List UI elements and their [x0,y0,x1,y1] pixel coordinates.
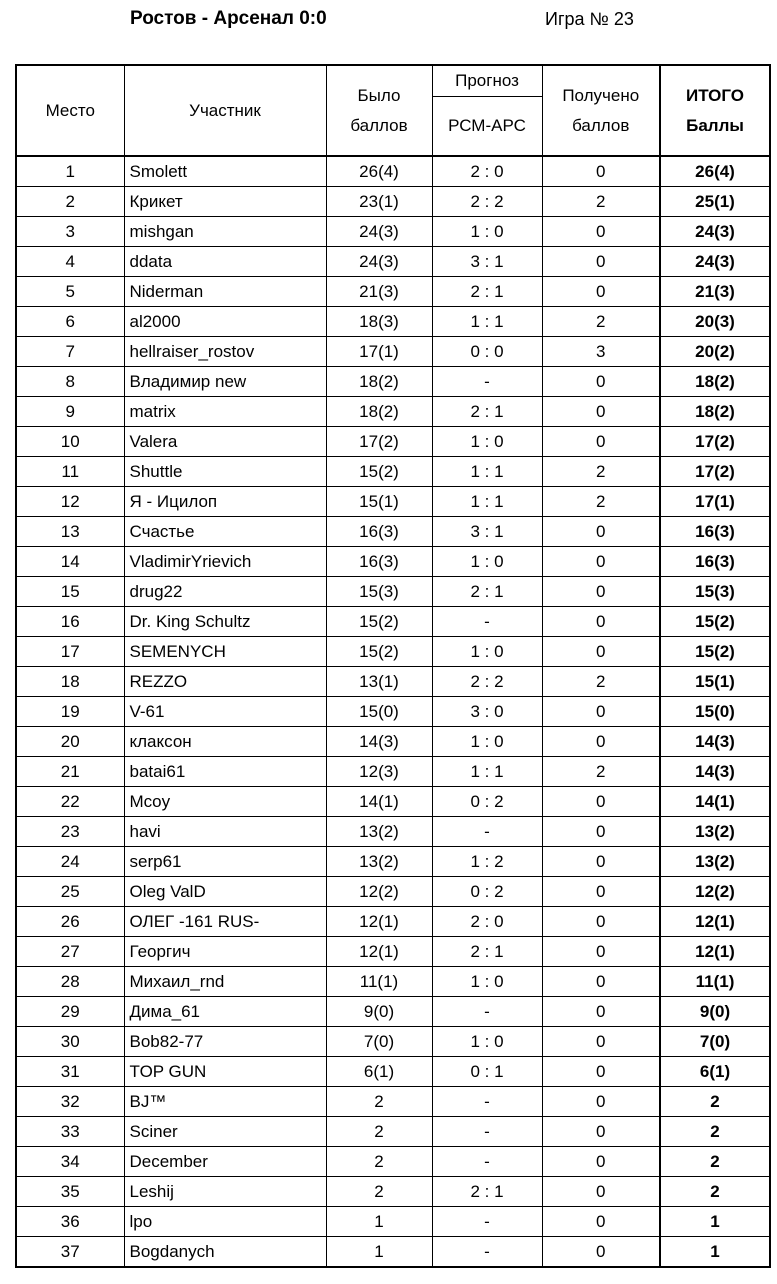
received-line1: Получено [562,85,640,105]
row-forecast: 0 : 2 [432,877,542,907]
row-place: 24 [16,847,124,877]
row-place: 30 [16,1027,124,1057]
row-had-points: 13(2) [326,847,432,877]
row-forecast: 2 : 0 [432,156,542,187]
row-participant: VladimirYrievich [124,547,326,577]
row-total: 17(1) [660,487,770,517]
row-participant: matrix [124,397,326,427]
row-place: 14 [16,547,124,577]
row-had-points: 1 [326,1207,432,1237]
row-participant: Я - Ицилоп [124,487,326,517]
row-place: 4 [16,247,124,277]
row-received-points: 2 [542,307,660,337]
table-row [16,547,770,577]
row-total: 15(2) [660,637,770,667]
row-had-points: 15(3) [326,577,432,607]
row-forecast: 3 : 0 [432,697,542,727]
row-received-points: 0 [542,1207,660,1237]
row-received-points: 0 [542,517,660,547]
col-header-forecast: Прогноз [432,65,542,97]
table-row [16,607,770,637]
row-participant: Георгич [124,937,326,967]
row-had-points: 17(1) [326,337,432,367]
row-forecast: 1 : 2 [432,847,542,877]
row-place: 6 [16,307,124,337]
row-total: 18(2) [660,397,770,427]
row-had-points: 15(0) [326,697,432,727]
row-total: 14(3) [660,757,770,787]
row-participant: SEMENYCH [124,637,326,667]
table-row [16,517,770,547]
table-row [16,247,770,277]
row-total: 21(3) [660,277,770,307]
row-received-points: 2 [542,757,660,787]
col-header-place: Место [16,65,124,156]
row-received-points: 0 [542,1177,660,1207]
row-forecast: 2 : 2 [432,667,542,697]
table-row [16,907,770,937]
row-total: 16(3) [660,547,770,577]
row-place: 12 [16,487,124,517]
row-forecast: 2 : 2 [432,187,542,217]
row-place: 16 [16,607,124,637]
row-received-points: 2 [542,667,660,697]
row-had-points: 2 [326,1177,432,1207]
row-participant: Leshij [124,1177,326,1207]
row-forecast: 1 : 0 [432,1027,542,1057]
row-participant: mishgan [124,217,326,247]
row-had-points: 26(4) [326,156,432,187]
row-place: 18 [16,667,124,697]
row-participant: Дима_61 [124,997,326,1027]
row-received-points: 0 [542,1027,660,1057]
table-body [16,156,770,1267]
row-forecast: 1 : 1 [432,307,542,337]
row-had-points: 18(2) [326,397,432,427]
table-row [16,1237,770,1268]
row-place: 37 [16,1237,124,1268]
game-number: Игра № 23 [545,9,634,29]
row-forecast: - [432,1117,542,1147]
row-had-points: 2 [326,1117,432,1147]
row-place: 13 [16,517,124,547]
row-had-points: 21(3) [326,277,432,307]
row-participant: Smolett [124,156,326,187]
table-row [16,637,770,667]
row-forecast: 1 : 0 [432,217,542,247]
row-total: 15(2) [660,607,770,637]
row-forecast: - [432,1207,542,1237]
row-forecast: 0 : 1 [432,1057,542,1087]
row-received-points: 0 [542,1237,660,1268]
table-row [16,1177,770,1207]
row-place: 1 [16,156,124,187]
row-participant: lpo [124,1207,326,1237]
row-total: 18(2) [660,367,770,397]
row-had-points: 12(2) [326,877,432,907]
table-row [16,337,770,367]
row-had-points: 24(3) [326,247,432,277]
row-received-points: 0 [542,427,660,457]
row-participant: V-61 [124,697,326,727]
row-had-points: 14(1) [326,787,432,817]
row-participant: TOP GUN [124,1057,326,1087]
row-had-points: 18(3) [326,307,432,337]
row-had-points: 15(2) [326,637,432,667]
row-place: 3 [16,217,124,247]
row-had-points: 2 [326,1087,432,1117]
row-participant: havi [124,817,326,847]
row-place: 15 [16,577,124,607]
row-had-points: 17(2) [326,427,432,457]
table-row [16,817,770,847]
row-forecast: 1 : 1 [432,757,542,787]
row-forecast: - [432,1087,542,1117]
table-row [16,1057,770,1087]
row-participant: BJ™ [124,1087,326,1117]
row-forecast: 2 : 1 [432,937,542,967]
col-header-received [542,65,660,156]
row-had-points: 14(3) [326,727,432,757]
table-row [16,697,770,727]
received-line2: баллов [572,115,630,135]
row-participant: Sciner [124,1117,326,1147]
row-received-points: 0 [542,277,660,307]
row-had-points: 6(1) [326,1057,432,1087]
standings-table [15,64,771,1268]
row-place: 31 [16,1057,124,1087]
row-received-points: 2 [542,487,660,517]
row-total: 17(2) [660,457,770,487]
row-place: 28 [16,967,124,997]
row-received-points: 0 [542,217,660,247]
table-row [16,1027,770,1057]
row-total: 15(3) [660,577,770,607]
row-had-points: 15(2) [326,607,432,637]
row-total: 14(1) [660,787,770,817]
row-had-points: 13(1) [326,667,432,697]
row-participant: ddata [124,247,326,277]
table-row [16,367,770,397]
row-participant: Крикет [124,187,326,217]
table-row [16,217,770,247]
row-had-points: 9(0) [326,997,432,1027]
table-row [16,967,770,997]
row-place: 27 [16,937,124,967]
row-total: 13(2) [660,817,770,847]
row-forecast: 1 : 1 [432,457,542,487]
row-forecast: - [432,1147,542,1177]
row-participant: batai61 [124,757,326,787]
row-place: 21 [16,757,124,787]
table-row [16,937,770,967]
row-received-points: 0 [542,817,660,847]
row-had-points: 11(1) [326,967,432,997]
col-header-total [660,65,770,156]
row-place: 9 [16,397,124,427]
row-received-points: 0 [542,397,660,427]
row-total: 12(1) [660,907,770,937]
row-place: 25 [16,877,124,907]
row-received-points: 0 [542,937,660,967]
row-participant: Shuttle [124,457,326,487]
table-row [16,847,770,877]
row-forecast: - [432,997,542,1027]
row-total: 12(2) [660,877,770,907]
row-had-points: 15(2) [326,457,432,487]
row-forecast: - [432,1237,542,1268]
row-total: 2 [660,1147,770,1177]
row-place: 2 [16,187,124,217]
row-forecast: 0 : 2 [432,787,542,817]
row-total: 17(2) [660,427,770,457]
row-participant: Михаил_rnd [124,967,326,997]
row-place: 36 [16,1207,124,1237]
row-total: 1 [660,1237,770,1268]
table-row [16,1147,770,1177]
row-received-points: 0 [542,577,660,607]
row-participant: Bogdanych [124,1237,326,1268]
row-participant: Счастье [124,517,326,547]
row-received-points: 0 [542,787,660,817]
row-forecast: 0 : 0 [432,337,542,367]
row-total: 12(1) [660,937,770,967]
table-row [16,577,770,607]
row-participant: Oleg ValD [124,877,326,907]
had-points-line2: баллов [350,115,408,135]
table-row [16,187,770,217]
row-total: 13(2) [660,847,770,877]
row-participant: al2000 [124,307,326,337]
row-had-points: 18(2) [326,367,432,397]
row-total: 2 [660,1177,770,1207]
row-forecast: 3 : 1 [432,247,542,277]
row-place: 32 [16,1087,124,1117]
row-participant: клаксон [124,727,326,757]
row-total: 2 [660,1117,770,1147]
row-had-points: 12(1) [326,907,432,937]
row-participant: Bob82-77 [124,1027,326,1057]
row-had-points: 16(3) [326,547,432,577]
row-total: 20(2) [660,337,770,367]
row-received-points: 0 [542,607,660,637]
row-received-points: 0 [542,156,660,187]
table-row [16,757,770,787]
row-total: 7(0) [660,1027,770,1057]
table-row [16,1207,770,1237]
row-had-points: 13(2) [326,817,432,847]
row-had-points: 12(1) [326,937,432,967]
row-participant: Niderman [124,277,326,307]
row-forecast: - [432,607,542,637]
row-received-points: 0 [542,1117,660,1147]
row-participant: serp61 [124,847,326,877]
row-place: 23 [16,817,124,847]
table-row [16,997,770,1027]
table-row [16,667,770,697]
table-row [16,727,770,757]
table-row [16,277,770,307]
row-participant: ОЛЕГ -161 RUS- [124,907,326,937]
row-total: 16(3) [660,517,770,547]
row-received-points: 0 [542,1087,660,1117]
row-forecast: 2 : 1 [432,1177,542,1207]
row-forecast: 1 : 0 [432,727,542,757]
row-received-points: 0 [542,847,660,877]
row-received-points: 0 [542,697,660,727]
row-had-points: 24(3) [326,217,432,247]
row-place: 22 [16,787,124,817]
row-had-points: 1 [326,1237,432,1268]
row-received-points: 0 [542,727,660,757]
row-received-points: 2 [542,187,660,217]
row-place: 26 [16,907,124,937]
row-received-points: 0 [542,1057,660,1087]
row-forecast: 1 : 0 [432,427,542,457]
row-received-points: 0 [542,967,660,997]
table-row [16,307,770,337]
row-received-points: 0 [542,247,660,277]
row-place: 10 [16,427,124,457]
row-place: 29 [16,997,124,1027]
row-received-points: 0 [542,367,660,397]
table-row [16,877,770,907]
row-total: 15(1) [660,667,770,697]
row-total: 9(0) [660,997,770,1027]
row-had-points: 16(3) [326,517,432,547]
table-row [16,1087,770,1117]
row-place: 19 [16,697,124,727]
row-forecast: 3 : 1 [432,517,542,547]
match-title: Ростов - Арсенал 0:0 [130,8,327,29]
row-received-points: 0 [542,1147,660,1177]
row-received-points: 3 [542,337,660,367]
row-forecast: - [432,817,542,847]
row-had-points: 2 [326,1147,432,1177]
row-had-points: 12(3) [326,757,432,787]
table-row [16,1117,770,1147]
row-total: 6(1) [660,1057,770,1087]
table-row [16,156,770,187]
row-total: 24(3) [660,247,770,277]
row-place: 33 [16,1117,124,1147]
row-forecast: 2 : 1 [432,577,542,607]
row-received-points: 0 [542,637,660,667]
row-place: 35 [16,1177,124,1207]
row-participant: hellraiser_rostov [124,337,326,367]
row-place: 34 [16,1147,124,1177]
row-total: 2 [660,1087,770,1117]
row-received-points: 2 [542,457,660,487]
row-total: 20(3) [660,307,770,337]
table-row [16,787,770,817]
row-participant: Dr. King Schultz [124,607,326,637]
total-line1: ИТОГО [685,85,745,105]
row-participant: Valera [124,427,326,457]
had-points-line1: Было [357,85,401,105]
row-participant: Mcoy [124,787,326,817]
row-forecast: 1 : 0 [432,547,542,577]
row-forecast: 2 : 0 [432,907,542,937]
row-place: 17 [16,637,124,667]
row-participant: Владимир new [124,367,326,397]
row-received-points: 0 [542,997,660,1027]
row-received-points: 0 [542,547,660,577]
row-received-points: 0 [542,877,660,907]
row-forecast: 2 : 1 [432,397,542,427]
row-forecast: - [432,367,542,397]
row-total: 26(4) [660,156,770,187]
row-forecast: 2 : 1 [432,277,542,307]
col-header-forecast-teams: РСМ-АРС [432,97,542,157]
table-row [16,397,770,427]
row-total: 1 [660,1207,770,1237]
total-line2: Баллы [686,115,744,135]
row-place: 20 [16,727,124,757]
row-total: 14(3) [660,727,770,757]
row-participant: December [124,1147,326,1177]
row-forecast: 1 : 1 [432,487,542,517]
row-place: 7 [16,337,124,367]
row-total: 15(0) [660,697,770,727]
row-total: 25(1) [660,187,770,217]
row-total: 11(1) [660,967,770,997]
table-row [16,487,770,517]
col-header-had-points [326,65,432,156]
row-participant: drug22 [124,577,326,607]
row-place: 5 [16,277,124,307]
table-row [16,457,770,487]
col-header-participant: Участник [124,65,326,156]
row-received-points: 0 [542,907,660,937]
table-row [16,427,770,457]
row-participant: REZZO [124,667,326,697]
row-had-points: 15(1) [326,487,432,517]
row-forecast: 1 : 0 [432,637,542,667]
row-place: 8 [16,367,124,397]
row-total: 24(3) [660,217,770,247]
row-had-points: 23(1) [326,187,432,217]
row-place: 11 [16,457,124,487]
row-forecast: 1 : 0 [432,967,542,997]
row-had-points: 7(0) [326,1027,432,1057]
